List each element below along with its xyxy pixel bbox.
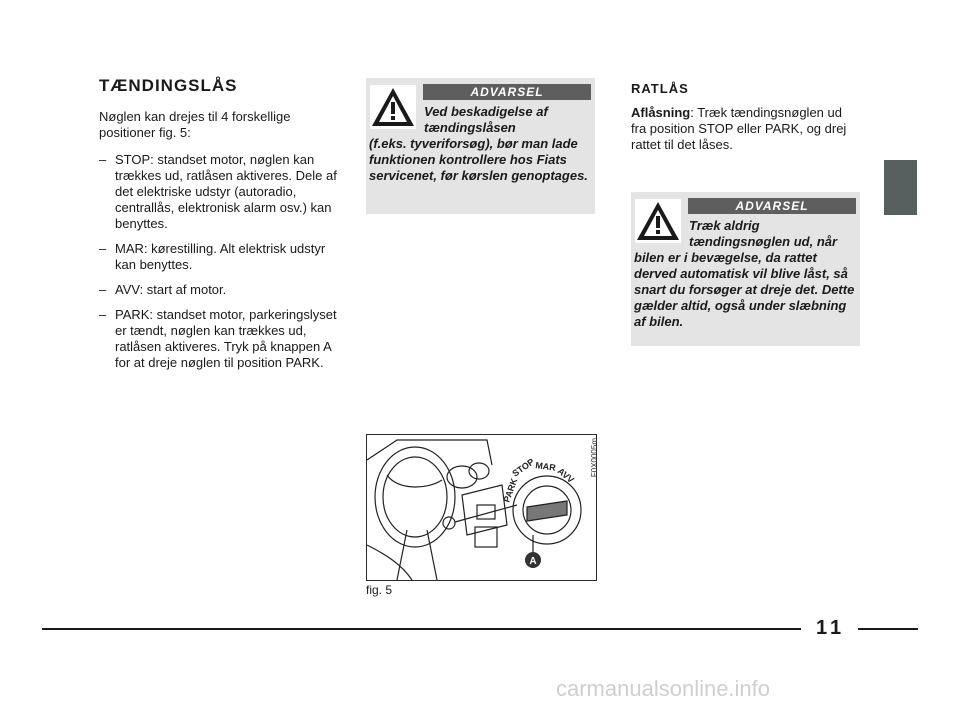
figure-ignition-lock	[366, 434, 597, 581]
positions-list	[99, 152, 344, 380]
warning-box-1	[366, 78, 595, 214]
page-number: 11	[816, 617, 846, 639]
section-heading-taendingslaas: TÆNDINGSLÅS	[99, 76, 238, 95]
warning-text: Træk aldrig tændingsnøglen ud, når bilen er i bevægelse, da rattet derved automatisk vil blive låst, så snart du forsøger at dreje det. Dette gælder altid, også under slæbning af bilen.	[634, 218, 855, 329]
dash: –	[99, 152, 107, 167]
warning-text: Ved beskadigelse af tændingslåsen (f.eks. tyveriforsøg), bør man lade funktionen kontrollere hos Fiats servicenet, før kørslen genoptages.	[369, 104, 588, 183]
warning-box-2	[631, 192, 860, 346]
label-avv: AVV	[555, 465, 576, 486]
footer-rule-left	[42, 628, 801, 630]
section-heading-ratlaas: RATLÅS	[631, 81, 689, 96]
list-item: – MAR: kørestilling. Alt elektrisk udstyr kan benyttes.	[99, 241, 326, 272]
figure-code: F0X0005m	[590, 438, 599, 478]
label-stop: STOP	[510, 456, 537, 479]
warning-badge: ADVARSEL	[423, 84, 591, 100]
watermark: carmanualsonline.info	[556, 676, 771, 701]
dash: –	[99, 282, 107, 297]
dash: –	[99, 307, 107, 322]
chapter-tab	[884, 160, 917, 215]
list-item: – STOP: standset motor, nøglen kan trækkes ud, ratlåsen aktiveres. Dele af det elektriske udstyr (autoradio, centrallås, elektronisk alarm osv.) kan benyttes.	[99, 152, 337, 231]
button-a-label: A	[529, 556, 537, 567]
label-mar: MAR	[534, 460, 557, 473]
intro-text: Nøglen kan drejes til 4 forskellige positioner fig. 5:	[99, 109, 291, 140]
list-item: – PARK: standset motor, parkeringslyset er tændt, nøglen kan trækkes ud, ratlåsen aktiveres. Tryk på knappen A for at dreje nøglen til position PARK.	[99, 307, 337, 370]
warning-badge: ADVARSEL	[688, 198, 856, 214]
list-item: – AVV: start af motor.	[99, 282, 227, 297]
ratlaas-text: Aflåsning: Træk tændingsnøglen ud fra position STOP eller PARK, og drej rattet til det låses.	[631, 105, 847, 152]
footer-rule-right	[858, 628, 918, 630]
dash: –	[99, 241, 107, 256]
ignition-illustration	[367, 435, 596, 580]
figure-caption: fig. 5	[366, 583, 393, 597]
label-park: PARK	[501, 476, 520, 504]
